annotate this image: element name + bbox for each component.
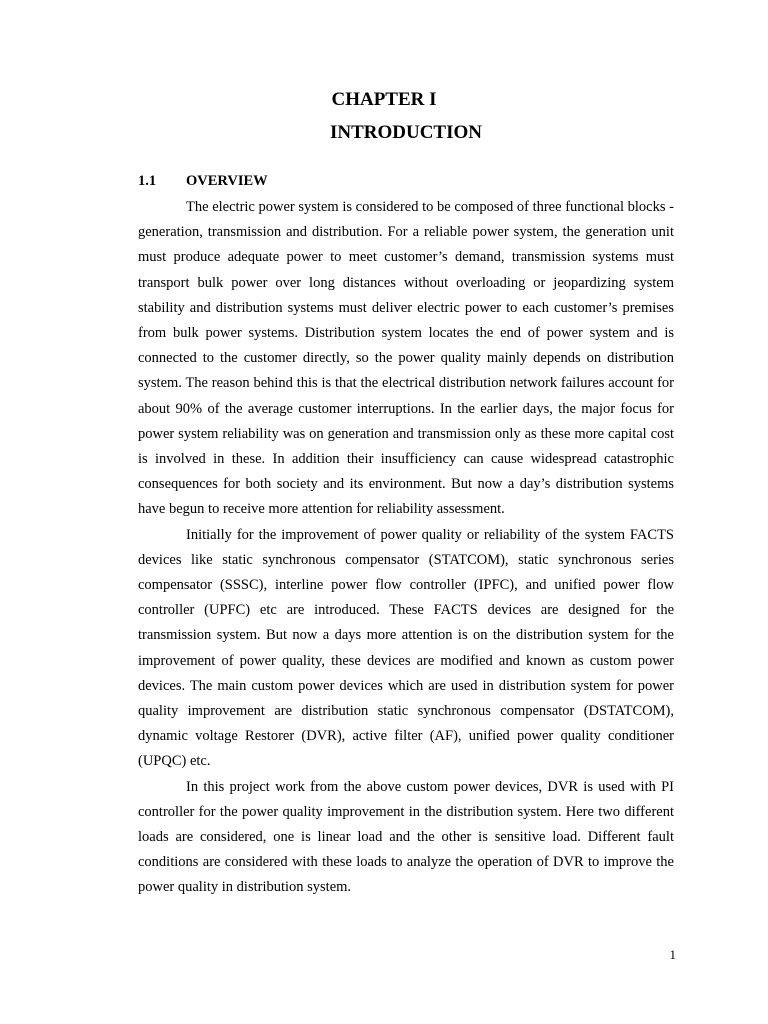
page-number: 1 [669, 947, 676, 962]
paragraph-1: The electric power system is considered to be composed of three functional blocks - generation, transmission and distribution. For a reliable power system, the generation unit must produce adequate power to meet customer’s demand, transmission systems must transport bulk power over long distances without overloading or jeopardizing system stability and distribution systems must deliver electric power to each customer’s premises from bulk power systems. Distribution system locates the end of power system and is connected to the customer directly, so the power quality mainly depends on distribution system. The reason behind this is that the electrical distribution network failures account for about 90% of the average customer interruptions. In the earlier days, the major focus for power system reliability was on generation and transmission only as these more capital cost is involved in these. In addition their insufficiency can cause widespread catastrophic consequences for both society and its environment. But now a day’s distribution systems have begun to receive more attention for reliability assessment. [138, 199, 674, 518]
chapter-title: INTRODUCTION [329, 122, 483, 143]
chapter-label: CHAPTER I [331, 89, 437, 110]
paragraph-3: In this project work from the above custom power devices, DVR is used with PI controller for the power quality improvement in the distribution system. Here two different loads are considered, one is linear load and the other is sensitive load. Different fault conditions are considered with these loads to analyze the operation of DVR to improve the power quality in distribution system. [138, 778, 674, 896]
section-title: OVERVIEW [186, 173, 268, 189]
body-text [138, 195, 674, 901]
paragraph-2: Initially for the improvement of power quality or reliability of the system FACTS devices like static synchronous compensator (STATCOM), static synchronous series compensator (SSSC), interline power flow controller (IPFC), and unified power flow controller (UPFC) etc are introduced. These FACTS devices are designed for the transmission system. But now a days more attention is on the distribution system for the improvement of power quality, these devices are modified and known as custom power devices. The main custom power devices which are used in distribution system for power quality improvement are distribution static synchronous compensator (DSTATCOM), dynamic voltage Restorer (DVR), active filter (AF), unified power quality conditioner (UPQC) etc. [138, 526, 674, 770]
section-number: 1.1 [138, 173, 157, 189]
section-heading [138, 171, 268, 191]
